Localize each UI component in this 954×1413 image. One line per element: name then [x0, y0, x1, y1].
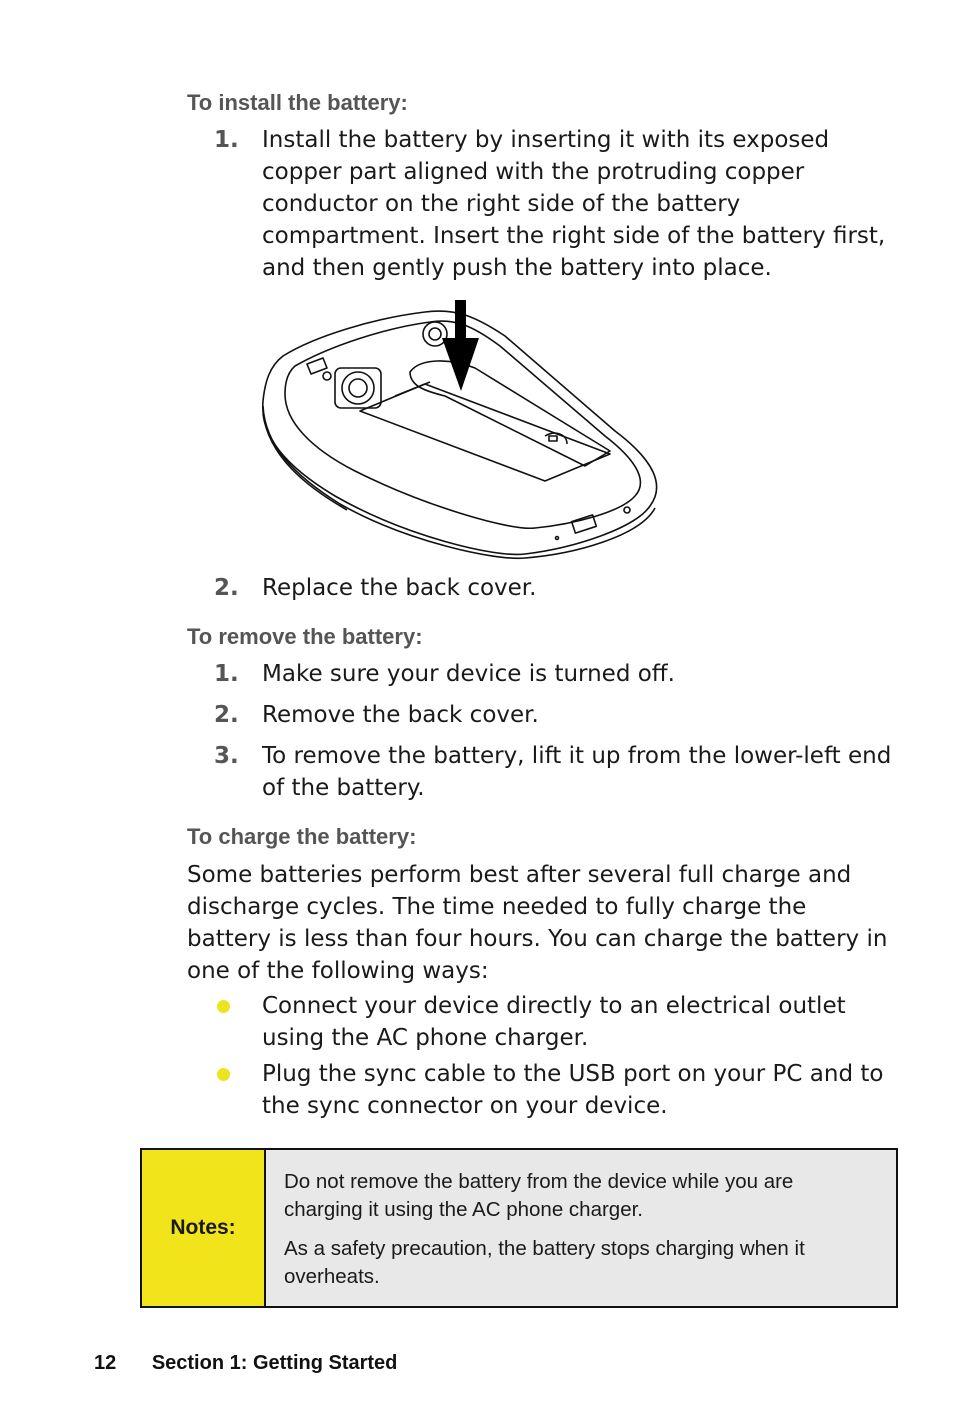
step-text: Replace the back cover. [262, 575, 537, 601]
step-text: Make sure your device is turned off. [262, 661, 675, 687]
notes-label: Notes: [142, 1150, 266, 1306]
remove-step-3 [214, 740, 892, 804]
charge-bullet-1 [214, 990, 892, 1054]
note-item: Do not remove the battery from the device while you are charging it using the AC phone charger. [284, 1170, 794, 1221]
step-text: Remove the back cover. [262, 702, 539, 728]
notes-body [266, 1150, 896, 1306]
install-step-2 [214, 572, 892, 604]
bullet-text: Connect your device directly to an electrical outlet using the AC phone charger. [262, 993, 846, 1051]
remove-step-1 [214, 658, 892, 690]
step-number: 2. [214, 575, 239, 601]
bullet-dot-icon [214, 1058, 262, 1122]
step-number: 2. [214, 702, 239, 728]
notes-box [140, 1148, 898, 1308]
charge-heading: To charge the battery: [187, 824, 417, 849]
battery-install-illustration [255, 296, 665, 561]
step-number: 1. [214, 661, 239, 687]
step-text: Install the battery by inserting it with its exposed copper part aligned with the protruding copper conductor on the right side of the battery compartment. Insert the right side of the battery first, and then gently push the battery into place. [262, 127, 886, 281]
step-text: To remove the battery, lift it up from the lower-left end of the battery. [262, 743, 892, 801]
step-number: 1. [214, 127, 239, 153]
page-number: 12 [94, 1352, 117, 1374]
charge-bullet-2 [214, 1058, 892, 1122]
section-title: Section 1: Getting Started [151, 1352, 398, 1374]
bullet-dot-icon [214, 990, 262, 1054]
note-item: As a safety precaution, the battery stops charging when it overheats. [284, 1237, 805, 1288]
install-heading: To install the battery: [187, 90, 408, 115]
remove-step-2 [214, 699, 892, 731]
page-footer [94, 1352, 397, 1375]
remove-heading: To remove the battery: [187, 624, 423, 649]
charge-intro: Some batteries perform best after several full charge and discharge cycles. The time needed to fully charge the battery is less than four hours. You can charge the battery in one of the following ways: [187, 862, 888, 984]
bullet-text: Plug the sync cable to the USB port on your PC and to the sync connector on your device. [262, 1061, 884, 1119]
step-number: 3. [214, 743, 239, 769]
install-step-1 [214, 124, 892, 284]
